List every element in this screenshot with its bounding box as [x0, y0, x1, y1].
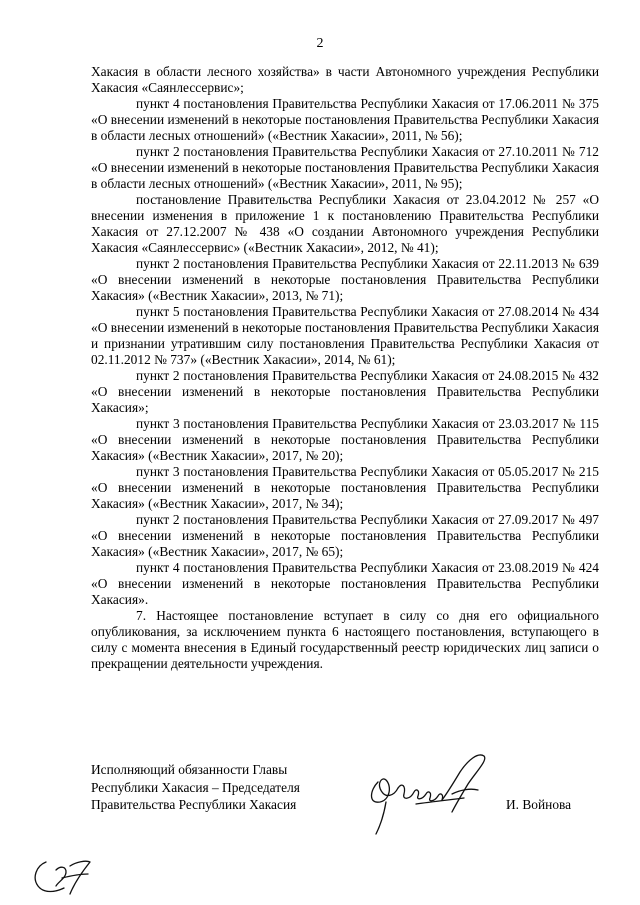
paragraph: постановление Правительства Республики Хакасия от 23.04.2012 № 257 «О внесении изменения в приложение 1 к постановлению Правительства Республики Хакасия от 27.12.2007 № 438 «О создании Автономного учреждения Республики Хакасия «Саянлессервис» («Вестник Хакасии», 2012, № 41);: [91, 192, 599, 255]
signature-position-block: [91, 761, 300, 814]
handwritten-signature-icon: [356, 742, 506, 842]
paragraph: Хакасия в области лесного хозяйства» в части Автономного учреждения Республики Хакасия «Саянлессервис»;: [91, 64, 599, 95]
page-number: 2: [316, 36, 324, 51]
paragraph: пункт 2 постановления Правительства Республики Хакасия от 22.11.2013 № 639 «О внесении изменений в некоторые постановления Правительства Республики Хакасия» («Вестник Хакасии», 2013, № 71);: [91, 256, 599, 303]
signature-position-line: Республики Хакасия – Председателя: [91, 779, 300, 795]
signature-position-line: Правительства Республики Хакасия: [91, 797, 297, 812]
paragraph: пункт 2 постановления Правительства Республики Хакасия от 27.09.2017 № 497 «О внесении изменений в некоторые постановления Правительства Республики Хакасия» («Вестник Хакасии», 2017, № 65);: [91, 512, 599, 559]
paragraph: пункт 4 постановления Правительства Республики Хакасия от 23.08.2019 № 424 «О внесении изменений в некоторые постановления Правительства Республики Хакасия».: [91, 560, 599, 607]
document-body: [91, 64, 599, 672]
paragraph: пункт 2 постановления Правительства Республики Хакасия от 27.10.2011 № 712 «О внесении изменений в некоторые постановления Правительства Республики Хакасия в области лесных отношений» («Вестник Хакасии», 2011, № 95);: [91, 144, 599, 191]
handwritten-initials-icon: [26, 848, 106, 898]
paragraph: пункт 5 постановления Правительства Республики Хакасия от 27.08.2014 № 434 «О внесении изменений в некоторые постановления Правительства Республики Хакасия и признании утратившим силу постановления Правительства Республики Хакасия от 02.11.2012 № 737» («Вестник Хакасии», 2014, № 61);: [91, 304, 599, 367]
signature-position-line: Исполняющий обязанности Главы: [91, 762, 288, 777]
paragraph: 7. Настоящее постановление вступает в силу со дня его официального опубликования, за исключением пункта 6 настоящего постановления, вступающего в силу с момента внесения в Единый государственный реестр юридических лиц записи о прекращении деятельности учреждения.: [91, 608, 599, 671]
signer-name: И. Войнова: [506, 797, 572, 812]
paragraph: пункт 2 постановления Правительства Республики Хакасия от 24.08.2015 № 432 «О внесении изменений в некоторые постановления Правительства Республики Хакасия»;: [91, 368, 599, 415]
paragraph: пункт 3 постановления Правительства Республики Хакасия от 23.03.2017 № 115 «О внесении изменений в некоторые постановления Правительства Республики Хакасия» («Вестник Хакасии», 2017, № 20);: [91, 416, 599, 463]
paragraph: пункт 3 постановления Правительства Республики Хакасия от 05.05.2017 № 215 «О внесении изменений в некоторые постановления Правительства Республики Хакасия» («Вестник Хакасии», 2017, № 34);: [91, 464, 599, 511]
paragraph: пункт 4 постановления Правительства Республики Хакасия от 17.06.2011 № 375 «О внесении изменений в некоторые постановления Правительства Республики Хакасия в области лесных отношений» («Вестник Хакасии», 2011, № 56);: [91, 96, 599, 143]
